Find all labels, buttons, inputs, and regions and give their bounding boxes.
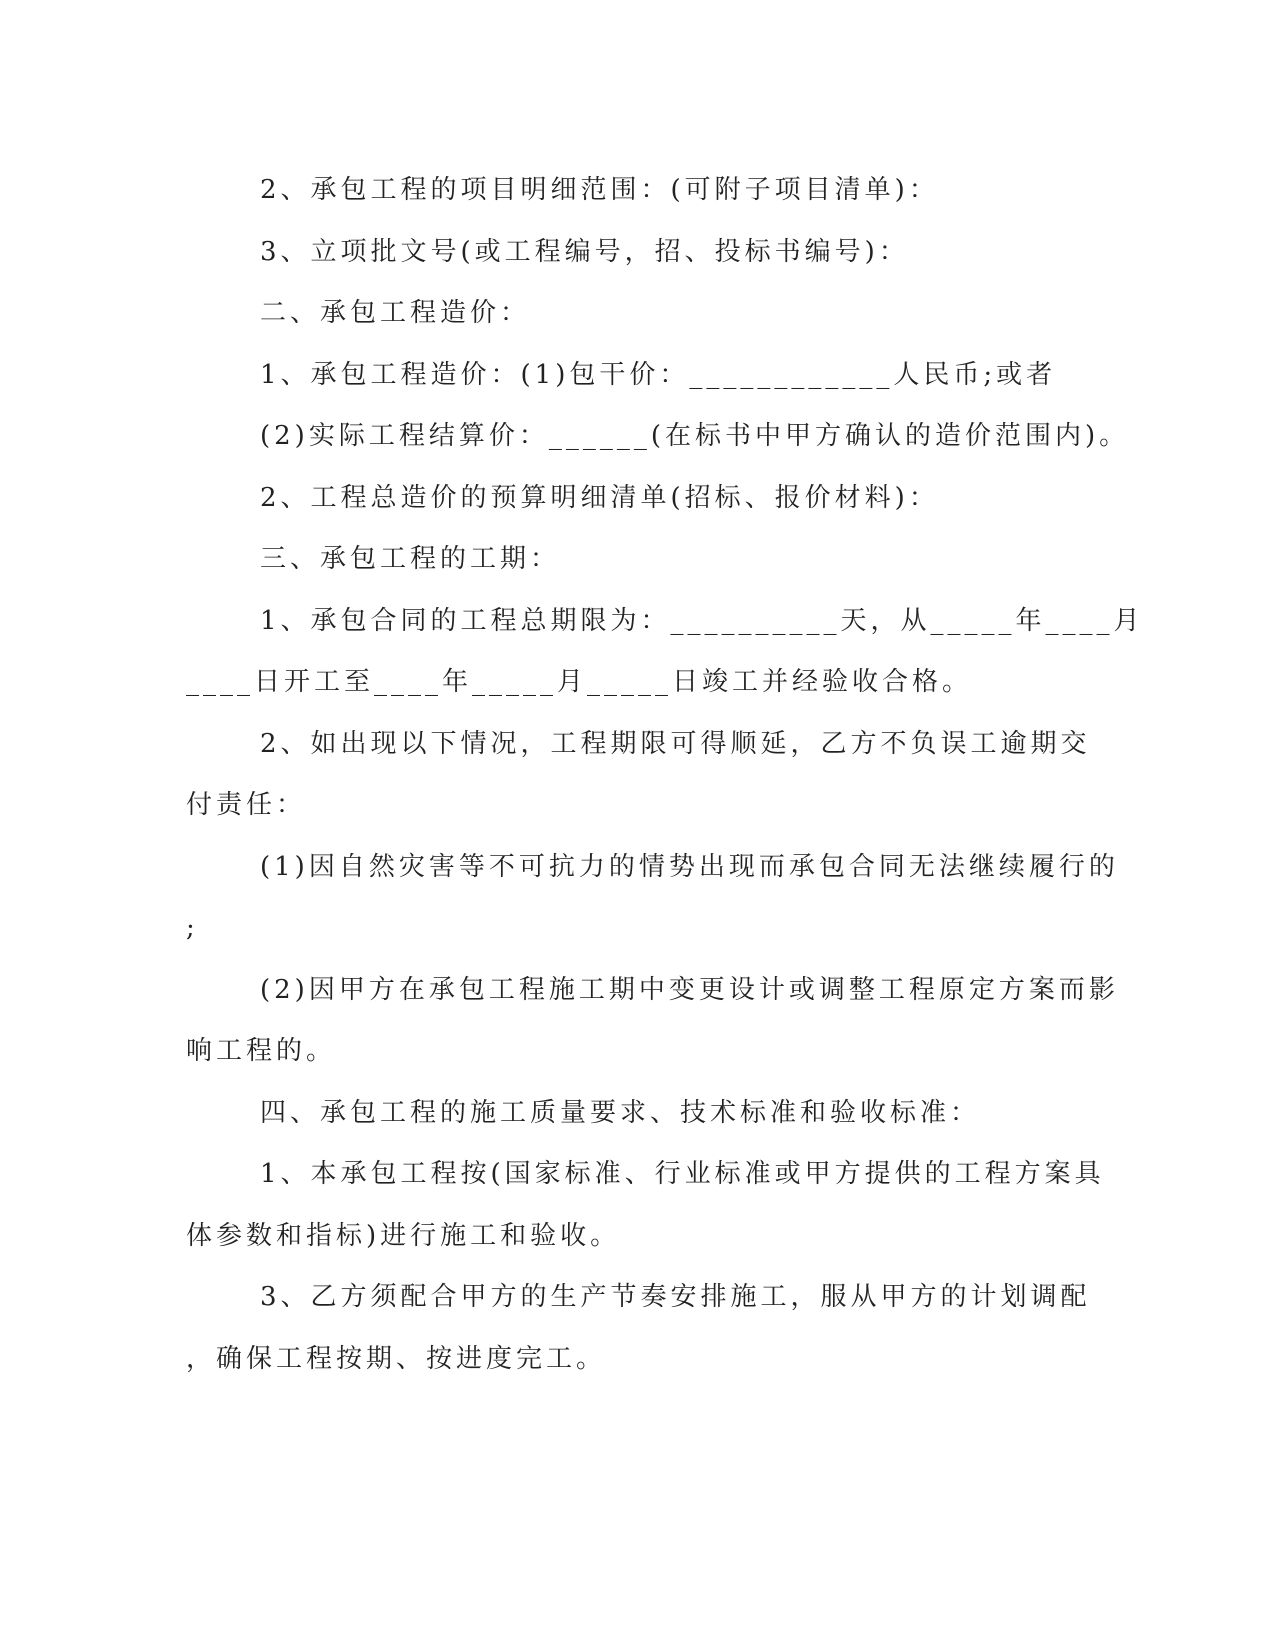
paragraph-line: 1、承包合同的工程总期限为：__________天，从_____年____月	[260, 605, 1144, 636]
paragraph-line-continued: 体参数和指标)进行施工和验收。	[186, 1220, 621, 1251]
paragraph-line-continued: ____日开工至____年_____月_____日竣工并经验收合格。	[186, 667, 973, 697]
paragraph-line: 2、工程总造价的预算明细清单(招标、报价材料)：	[260, 482, 939, 513]
paragraph-line: 1、承包工程造价：(1)包干价：____________人民币;或者	[260, 359, 1057, 390]
document-body	[186, 160, 1144, 1390]
paragraph-line-continued: ，确保工程按期、按进度完工。	[186, 1343, 607, 1374]
paragraph-line: (2)因甲方在承包工程施工期中变更设计或调整工程原定方案而影	[260, 974, 1119, 1005]
paragraph-line-continued: 付责任：	[186, 790, 307, 820]
paragraph-line: 3、立项批文号(或工程编号，招、投标书编号)：	[260, 236, 909, 267]
paragraph-line: 3、乙方须配合甲方的生产节奏安排施工，服从甲方的计划调配	[260, 1282, 1091, 1312]
section-heading: 三、承包工程的工期：	[260, 544, 561, 574]
section-heading: 四、承包工程的施工质量要求、技术标准和验收标准：	[260, 1097, 981, 1128]
section-heading: 二、承包工程造价：	[260, 298, 531, 328]
paragraph-line: 1、本承包工程按(国家标准、行业标准或甲方提供的工程方案具	[260, 1159, 1105, 1189]
paragraph-line: 2、如出现以下情况，工程期限可得顺延，乙方不负误工逾期交	[260, 728, 1091, 759]
paragraph-line: (1)因自然灾害等不可抗力的情势出现而承包合同无法继续履行的	[260, 851, 1119, 882]
paragraph-line-continued: 响工程的。	[186, 1036, 337, 1066]
paragraph-line-continued: ;	[186, 913, 199, 943]
paragraph-line: (2)实际工程结算价：______(在标书中甲方确认的造价范围内)。	[260, 421, 1130, 451]
paragraph-line: 2、承包工程的项目明细范围：(可附子项目清单)：	[260, 175, 939, 205]
